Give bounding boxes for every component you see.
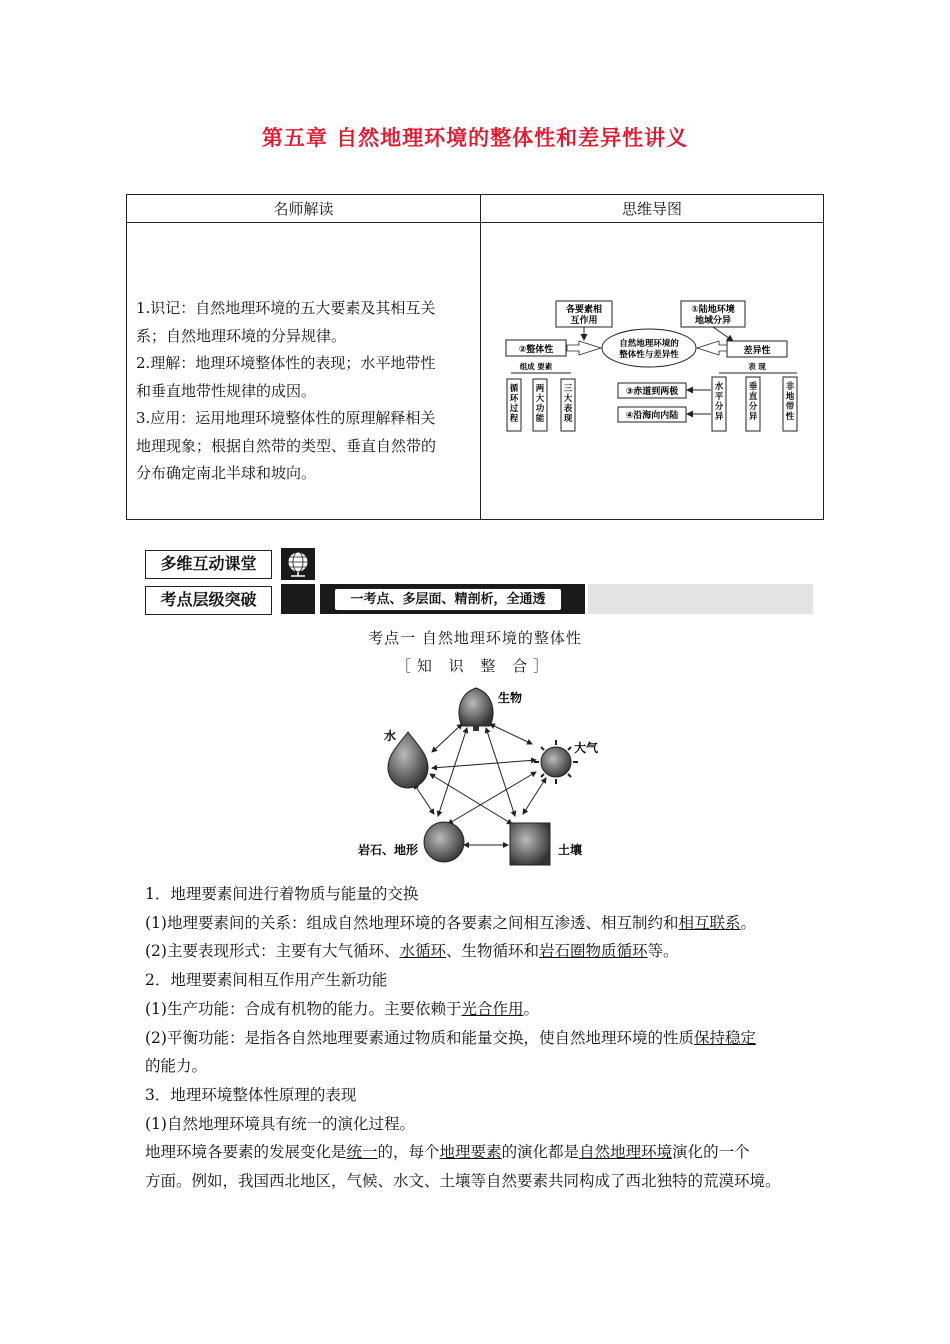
soil-icon bbox=[510, 823, 550, 865]
label-rock: 岩石、地形 bbox=[358, 843, 419, 857]
subsection-title: ［知 识 整 合］ bbox=[395, 657, 555, 675]
map-box-a-line2: 互作用 bbox=[570, 316, 598, 326]
map-center-line1: 自然地理环境的 bbox=[619, 339, 679, 349]
col-header-interpretation: 名师解读 bbox=[127, 195, 481, 223]
banner-dark-block bbox=[281, 584, 315, 614]
para-3c: 方面。例如，我国西北地区，气候、水文、土壤等自然要素共同构成了西北独特的荒漠环境。 bbox=[145, 1172, 781, 1191]
banner-gray-strip bbox=[588, 584, 813, 614]
svg-text:带: 带 bbox=[785, 402, 795, 412]
svg-text:两: 两 bbox=[535, 384, 545, 394]
goal-line: 分布确定南北半球和坡向。 bbox=[136, 464, 317, 482]
sun-icon bbox=[534, 740, 578, 784]
para-2b: (2)平衡功能：是指各自然地理要素通过物质和能量交换，使自然地理环境的性质保持稳定 bbox=[145, 1028, 756, 1047]
heading-3: 3．地理环境整体性原理的表现 bbox=[145, 1085, 357, 1104]
heading-1: 1．地理要素间进行着物质与能量的交换 bbox=[145, 885, 419, 903]
label-soil: 土壤 bbox=[558, 843, 583, 857]
svg-text:功: 功 bbox=[535, 404, 545, 414]
goal-line: 1.识记：自然地理环境的五大要素及其相互关 bbox=[136, 299, 436, 317]
heading-2: 2．地理要素间相互作用产生新功能 bbox=[145, 971, 388, 990]
map-box-b-line1: ①陆地环境 bbox=[691, 305, 735, 315]
goal-line: 地理现象；根据自然带的类型、垂直自然带的 bbox=[136, 436, 437, 455]
para-1a: (1)地理要素间的关系：组成自然地理环境的各要素之间相互渗透、相互制约和相互联系。 bbox=[145, 913, 756, 932]
label-water: 水 bbox=[384, 729, 397, 743]
map-box-a-line1: 各要素相 bbox=[565, 305, 603, 315]
banner-tagline: 一考点、多层面、精剖析，全通透 bbox=[334, 588, 562, 611]
svg-text:表: 表 bbox=[563, 404, 573, 414]
document-title: 第五章 自然地理环境的整体性和差异性讲义 bbox=[261, 126, 689, 150]
para-1b: (2)主要表现形式：主要有大气循环、水循环、生物循环和岩石圈物质循环等。 bbox=[145, 942, 679, 961]
label-biology: 生物 bbox=[498, 691, 523, 705]
svg-text:异: 异 bbox=[714, 412, 724, 422]
svg-text:过: 过 bbox=[509, 404, 519, 414]
map-label-left: 组成 要素 bbox=[519, 362, 553, 371]
goal-line: 系；自然地理环境的分异规律。 bbox=[136, 326, 347, 345]
svg-text:水: 水 bbox=[714, 382, 724, 392]
svg-text:非: 非 bbox=[785, 382, 795, 392]
content-body bbox=[145, 880, 815, 1196]
para-3b: 地理环境各要素的发展变化是统一的，每个地理要素的演化都是自然地理环境演化的一个 bbox=[145, 1143, 750, 1162]
banner-exam-breakthrough: 考点层级突破 bbox=[145, 586, 272, 615]
svg-text:大: 大 bbox=[563, 394, 573, 404]
svg-text:分: 分 bbox=[748, 402, 758, 412]
svg-text:垂: 垂 bbox=[748, 382, 758, 392]
para-2a: (1)生产功能：合成有机物的能力。主要依赖于光合作用。 bbox=[145, 999, 539, 1018]
svg-text:异: 异 bbox=[748, 412, 758, 422]
svg-text:性: 性 bbox=[785, 412, 795, 422]
mind-map-diagram bbox=[501, 297, 806, 437]
svg-text:地: 地 bbox=[785, 392, 795, 402]
map-whole-box: ②整体性 bbox=[518, 345, 554, 355]
col-header-mindmap: 思维导图 bbox=[481, 195, 824, 223]
section-title: 考点一 自然地理环境的整体性 bbox=[368, 629, 582, 647]
svg-text:直: 直 bbox=[748, 392, 758, 402]
goal-line: 和垂直地带性规律的成因。 bbox=[136, 381, 317, 400]
svg-text:能: 能 bbox=[535, 414, 545, 424]
mindmap-cell bbox=[481, 223, 824, 520]
geo-elements-diagram bbox=[340, 682, 620, 870]
svg-text:环: 环 bbox=[509, 394, 519, 404]
goal-line: 2.理解：地理环境整体性的表现；水平地带性 bbox=[136, 354, 436, 372]
svg-text:程: 程 bbox=[509, 414, 519, 424]
map-label-right: 表 现 bbox=[748, 362, 766, 371]
svg-text:三: 三 bbox=[563, 384, 573, 394]
svg-text:分: 分 bbox=[714, 402, 724, 412]
goal-line: 3.应用：运用地理环境整体性的原理解释相关 bbox=[136, 409, 436, 427]
label-atmosphere: 大气 bbox=[574, 741, 599, 755]
map-center-line2: 整体性与差异性 bbox=[619, 350, 679, 360]
svg-text:现: 现 bbox=[563, 414, 573, 424]
map-left-col-1-c1: 循 bbox=[509, 384, 519, 394]
rock-terrain-icon bbox=[424, 822, 464, 862]
map-rule-2: ④沿海向内陆 bbox=[625, 411, 679, 421]
map-rule-1: ③赤道到两极 bbox=[625, 387, 679, 397]
map-diff-box: 差异性 bbox=[743, 346, 771, 356]
learning-goals-cell bbox=[127, 223, 481, 520]
map-box-b-line2: 地域分异 bbox=[694, 316, 732, 326]
intro-table bbox=[126, 194, 824, 520]
biology-leaf-icon bbox=[459, 688, 493, 726]
svg-text:大: 大 bbox=[535, 394, 545, 404]
para-3a: (1)自然地理环境具有统一的演化过程。 bbox=[145, 1114, 415, 1133]
svg-text:平: 平 bbox=[714, 392, 724, 402]
para-2b-cont: 的能力。 bbox=[145, 1057, 208, 1076]
globe-icon bbox=[281, 548, 315, 580]
banner-interactive-class: 多维互动课堂 bbox=[145, 550, 272, 579]
